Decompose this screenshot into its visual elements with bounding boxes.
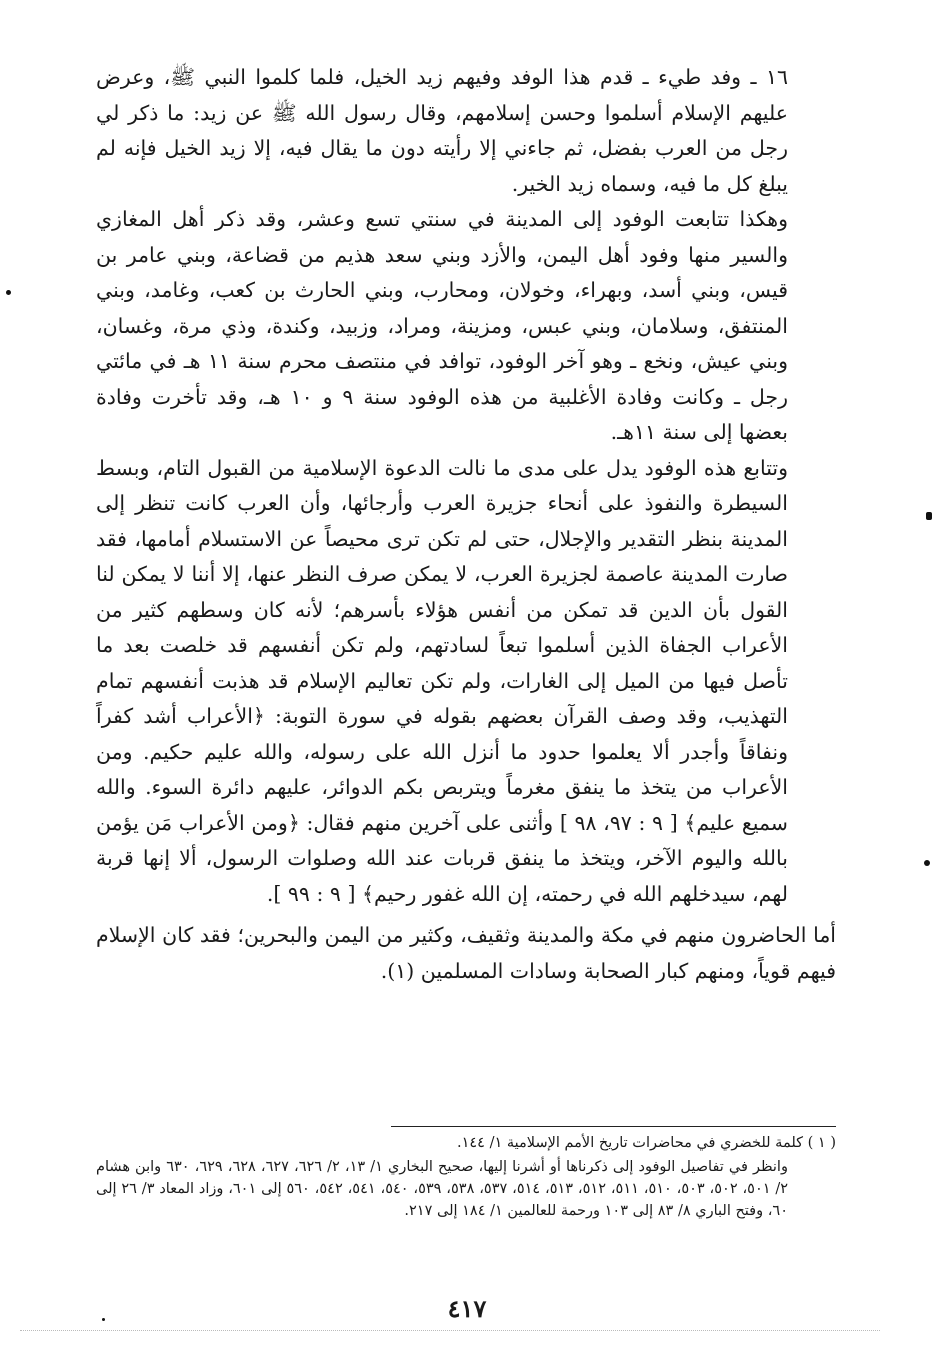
scan-edge-dots — [20, 1330, 880, 1331]
footnotes — [96, 1132, 836, 1222]
scan-speck — [924, 860, 930, 866]
paragraph-settled-people: أما الحاضرون منهم في مكة والمدينة وثقيف، وكثير من اليمن والبحرين؛ فقد كان الإسلام فيهم قوياً، ومنهم كبار الصحابة وسادات المسلمين (١). — [96, 923, 836, 983]
scan-speck — [6, 290, 11, 295]
scan-speck — [926, 512, 932, 520]
main-text — [96, 60, 836, 989]
footnote-sources: وانظر في تفاصيل الوفود إلى ذكرناها أو أشرنا إليها، صحيح البخاري ١/ ١٣، ٢/ ٦٢٦، ٦٢٧، ٦٢٨، ٦٢٩، ٦٣٠ وابن هشام ٢/ ٥٠١، ٥٠٢، ٥٠٣، ٥١٠، ٥١١، ٥١٢، ٥١٣، ٥١٤، ٥٣٧، ٥٣٨، ٥٣٩، ٥٤٠، ٥٤١، ٥٤٢، ٥٦٠ إلى ٦٠١، وزاد المعاد ٣/ ٢٦ إلى ٦٠، وفتح الباري ٨/ ٨٣ إلى ١٠٣ ورحمة للعالمين ١/ ١٨٤ إلى ٢١٧. — [96, 1159, 789, 1219]
footnote-divider — [391, 1126, 836, 1127]
paragraph-tayy-delegation: ١٦ ـ وفد طيء ـ قدم هذا الوفد وفيهم زيد الخيل، فلما كلموا النبي ﷺ، وعرض عليهم الإسلام أسلموا وحسن إسلامهم، وقال رسول الله ﷺ عن زيد: ما ذكر لي رجل من العرب بفضل، ثم جاءني إلا رأيته دون ما يقال فيه، إلا زيد الخيل فإنه لم يبلغ كل ما فيه، وسماه زيد الخير. — [96, 65, 788, 196]
footnote-1: ( ١ ) كلمة للخضري في محاضرات تاريخ الأمم الإسلامية ١/ ١٤٤. — [457, 1135, 836, 1151]
scan-speck — [102, 1318, 105, 1321]
page-number: ٤١٧ — [447, 1294, 487, 1323]
paragraph-delegations-list: وهكذا تتابعت الوفود إلى المدينة في سنتي تسع وعشر، وقد ذكر أهل المغازي والسير منها وفود أهل اليمن، والأزد وبني سعد هذيم من قضاعة، وبني عامر بن قيس، وبني أسد، وبهراء، وخولان، ومحارب، وبني الحارث بن كعب، وغامد، وبني المنتفق، وسلامان، وبني عبس، ومزينة، ومراد، وزبيد، وكندة، وذي مرة، وغسان، وبني عيش، ونخع ـ وهو آخر الوفود، توافد في منتصف محرم سنة ١١ هـ في مائتي رجل ـ وكانت وفادة الأغلبية من هذه الوفود سنة ٩ و ١٠ هـ، وقد تأخرت وفادة بعضها إلى سنة ١١هـ. — [96, 207, 788, 444]
paragraph-significance: وتتابع هذه الوفود يدل على مدى ما نالت الدعوة الإسلامية من القبول التام، وبسط السيطرة والنفوذ على أنحاء جزيرة العرب وأرجائها، وأن العرب كانت تنظر إلى المدينة بنظر التقدير والإجلال، حتى لم تكن ترى محيصاً عن الاستسلام أمامها، فقد صارت المدينة عاصمة لجزيرة العرب، لا يمكن صرف النظر عنها، إلا أننا لا يمكن لنا القول بأن الدين قد تمكن من أنفس هؤلاء بأسرهم؛ لأنه كان وسطهم كثير من الأعراب الجفاة الذين أسلموا تبعاً لسادتهم، ولم تكن أنفسهم قد خلصت بعد ما تأصل فيها من الميل إلى الغارات، ولم تكن تعاليم الإسلام قد هذبت أنفسهم تمام التهذيب، وقد وصف القرآن بعضهم بقوله في سورة التوبة: ﴿الأعراب أشد كفراً ونفاقاً وأجدر ألا يعلموا حدود ما أنزل الله على رسوله، والله عليم حكيم. ومن الأعراب من يتخذ ما ينفق مغرماً ويتربص بكم الدوائر، عليهم دائرة السوء. والله سميع عليم﴾ [ ٩ : ٩٧، ٩٨ ] وأثنى على آخرين منهم فقال: ﴿ومن الأعراب مَن يؤمن بالله واليوم الآخر، ويتخذ ما ينفق قربات عند الله وصلوات الرسول، ألا إنها قربة لهم، سيدخلهم الله في رحمته، إن الله غفور رحيم﴾ [ ٩ : ٩٩ ]. — [96, 455, 788, 906]
